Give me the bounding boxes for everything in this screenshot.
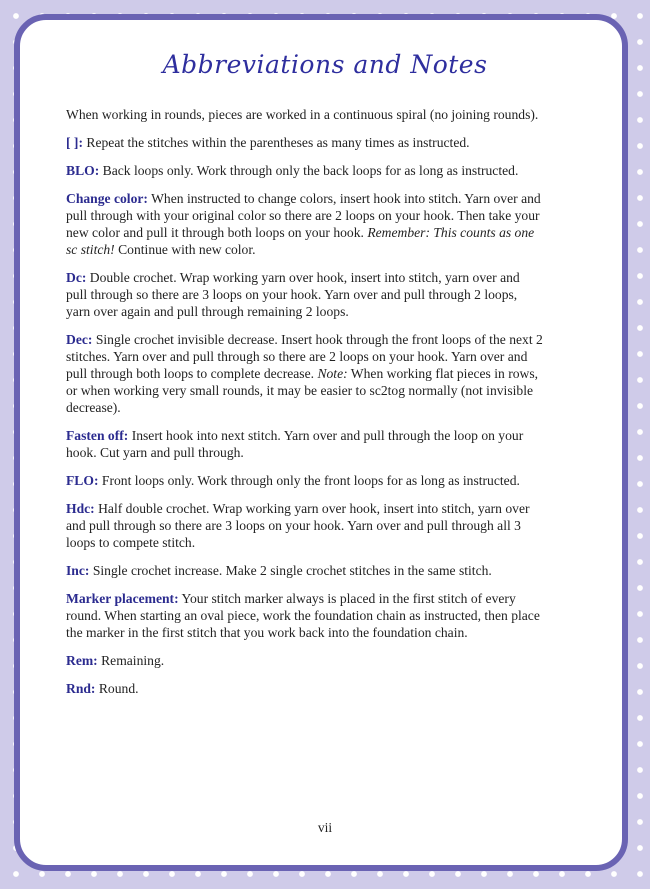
entry-term: Marker placement: [66,591,179,606]
entry-rem [66,652,544,669]
entry-term: FLO: [66,473,99,488]
entry-text: Single crochet invisible decrease. Insert hook through the front loops of the next 2 stitches. Yarn over and pull through so there are 2 loops on your hook. Yarn over and pull through both loops to complete decrease. [66,332,543,381]
entry-text: When instructed to change colors, insert hook into stitch. Yarn over and pull through with your original color so there are 2 loops on your hook. Then take your new color and pull it through both loops on your hook. [66,191,541,240]
entry-dc [66,269,544,320]
entry-text-after: When working flat pieces in rows, or when working very small rounds, it may be easier to sc2tog normally (not invisible decrease). [66,366,539,415]
entry-marker-placement [66,590,544,641]
entry-term: Rem: [66,653,98,668]
page-number: vii [317,820,333,835]
notes-content [66,106,544,708]
entry-term: Hdc: [66,501,95,516]
page-title: Abbreviations and Notes [162,50,488,79]
entry-change-color [66,190,544,258]
entry-brackets [66,134,544,151]
entry-text: Your stitch marker always is placed in the first stitch of every round. When starting an oval piece, work the foundation chain as instructed, then place the marker in the first stitch that you work back into the foundation chain. [66,591,540,640]
entry-text: Double crochet. Wrap working yarn over hook, insert into stitch, yarn over and pull through so there are 3 loops on your hook. Yarn over and pull through 2 loops, yarn over again and pull through remaining 2 loops. [66,270,520,319]
entry-hdc [66,500,544,551]
entry-dec [66,331,544,416]
entry-text: Insert hook into next stitch. Yarn over and pull through the loop on your hook. Cut yarn and pull through. [66,428,524,460]
entry-term: Rnd: [66,681,96,696]
entry-term: Dec: [66,332,93,347]
entry-term: BLO: [66,163,100,178]
entry-text: Repeat the stitches within the parentheses as many times as instructed. [82,135,470,150]
entry-term: Change color: [66,191,148,206]
entry-term: Fasten off: [66,428,129,443]
entry-inc [66,562,544,579]
entry-text-after: Continue with new color. [114,242,256,257]
entry-term: Inc: [66,563,90,578]
entry-rnd [66,680,544,697]
entry-text: Back loops only. Work through only the back loops for as long as instructed. [99,163,519,178]
entry-flo [66,472,544,489]
entry-text: Remaining. [97,653,165,668]
entry-text: Half double crochet. Wrap working yarn over hook, insert into stitch, yarn over and pull through so there are 3 loops on your hook. Yarn over and pull through all 3 loops to compete stitch. [66,501,530,550]
entry-note: Remember: This counts as one sc stitch! [66,225,535,257]
entry-term: Dc: [66,270,87,285]
entry-blo [66,162,544,179]
intro-paragraph: When working in rounds, pieces are worked in a continuous spiral (no joining rounds). [66,107,539,122]
entry-text: Front loops only. Work through only the front loops for as long as instructed. [98,473,520,488]
entry-text: Single crochet increase. Make 2 single crochet stitches in the same stitch. [89,563,492,578]
entry-fasten-off [66,427,544,461]
entry-text: Round. [95,681,139,696]
entry-note: Note: [317,366,348,381]
entry-term: [ ]: [66,135,83,150]
